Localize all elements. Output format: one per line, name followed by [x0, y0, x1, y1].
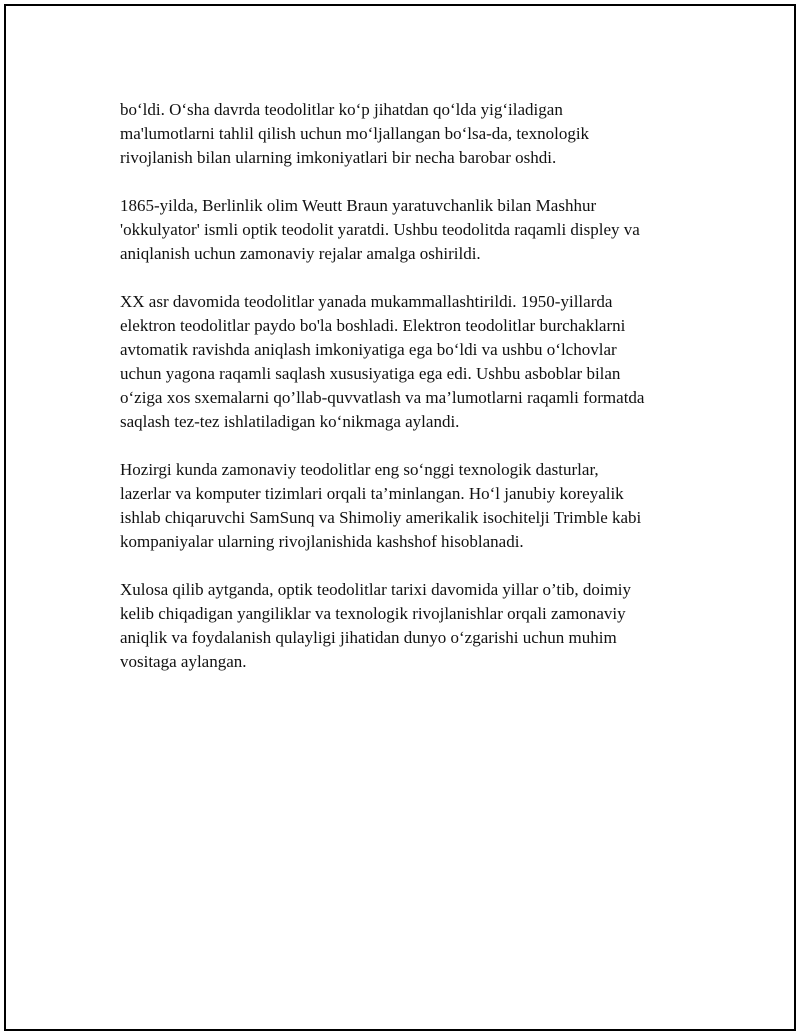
paragraph-3: XX asr davomida teodolitlar yanada mukammallashtirildi. 1950-yillarda elektron teodolitlar paydo bo'la boshladi. Elektron teodolitlar burchaklarni avtomatik ravishda aniqlash imkoniyatiga ega bo‘ldi va ushbu o‘lchovlar uchun yagona raqamli saqlash xususiyatiga ega edi. Ushbu asboblar bilan o‘ziga xos sxemalarni qo’llab-quvvatlash va ma’lumotlarni raqamli formatda saqlash tez-tez ishlatiladigan ko‘nikmaga aylandi. [120, 292, 645, 431]
document-body [120, 98, 700, 698]
paragraph-4: Hozirgi kunda zamonaviy teodolitlar eng so‘nggi texnologik dasturlar, lazerlar va komputer tizimlari orqali ta’minlangan. Ho‘l janubiy koreyalik ishlab chiqaruvchi SamSunq va Shimoliy amerikalik isochitelji Trimble kabi kompaniyalar ularning rivojlanishida kashshof hisoblanadi. [120, 460, 642, 551]
paragraph-5: Xulosa qilib aytganda, optik teodolitlar tarixi davomida yillar o’tib, doimiy kelib chiqadigan yangiliklar va texnologik rivojlanishlar orqali zamonaviy aniqlik va foydalanish qulayligi jihatidan dunyo o‘zgarishi uchun muhim vositaga aylangan. [120, 580, 632, 671]
paragraph-2: 1865-yilda, Berlinlik olim Weutt Braun yaratuvchanlik bilan Mashhur 'okkulyator' ismli optik teodolit yaratdi. Ushbu teodolitda raqamli displey va aniqlanish uchun zamonaviy rejalar amalga oshirildi. [120, 196, 640, 263]
paragraph-1: bo‘ldi. O‘sha davrda teodolitlar ko‘p jihatdan qo‘lda yig‘iladigan ma'lumotlarni tahlil qilish uchun mo‘ljallangan bo‘lsa-da, texnologik rivojlanish bilan ularning imkoniyatlari bir necha barobar oshdi. [120, 100, 590, 167]
document-page [4, 4, 796, 1031]
